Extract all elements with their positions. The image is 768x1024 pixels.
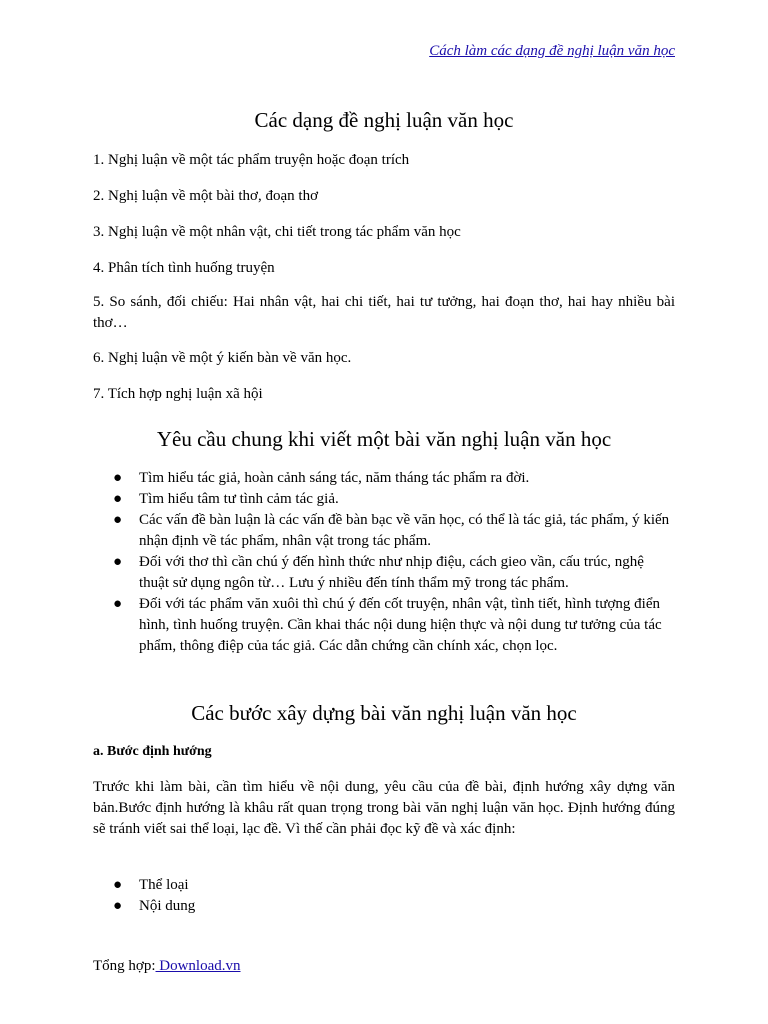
footer-link[interactable]: Download.vn bbox=[155, 958, 241, 974]
list-item: ● Tìm hiểu tác giả, hoàn cảnh sáng tác, năm tháng tác phẩm ra đời. bbox=[93, 468, 675, 489]
list-item-type-4: 4. Phân tích tình huống truyện bbox=[93, 260, 275, 276]
footer bbox=[93, 958, 241, 975]
bullet-icon: ● bbox=[113, 898, 123, 914]
list-item-type-5: 5. So sánh, đối chiếu: Hai nhân vật, hai chi tiết, hai tư tưởng, hai đoạn thơ, hai hay nhiều bài thơ… bbox=[93, 294, 675, 331]
list-item-type-7: 7. Tích hợp nghị luận xã hội bbox=[93, 386, 263, 402]
subheading-orientation: a. Bước định hướng bbox=[93, 744, 212, 759]
list-item: ● Đối với tác phẩm văn xuôi thì chú ý đến cốt truyện, nhân vật, tình tiết, hình tượng điển hình, tình huống truyện. Cần khai thác nội dung hiện thực và nội dung tư tưởng của tác phẩm, thông điệp của tác giả. Các dẫn chứng cần chính xác, chọn lọc. bbox=[113, 596, 662, 654]
bullet-icon: ● bbox=[113, 491, 123, 507]
bullet-icon: ● bbox=[113, 554, 123, 570]
bullet-icon: ● bbox=[113, 512, 123, 528]
paragraph-orientation: Trước khi làm bài, cần tìm hiểu về nội dung, yêu cầu của đề bài, định hướng xây dựng văn bản.Bước định hướng là khâu rất quan trọng trong bài văn nghị luận văn học. Định hướng đúng sẽ tránh viết sai thể loại, lạc đề. Vì thế cần phải đọc kỹ đề và xác định: bbox=[93, 779, 675, 837]
list-item: ● Các vấn đề bàn luận là các vấn đề bàn bạc về văn học, có thể là tác giả, tác phẩm, ý kiến nhận định về tác phẩm, nhân vật trong tác phẩm. bbox=[113, 512, 670, 549]
bullet-icon: ● bbox=[113, 596, 123, 612]
list-item-type-6: 6. Nghị luận về một ý kiến bàn về văn học. bbox=[93, 350, 352, 366]
header-link[interactable]: Cách làm các dạng đề nghị luận văn học bbox=[429, 43, 675, 59]
list-item: ● Tìm hiểu tâm tư tình cảm tác giả. bbox=[93, 489, 675, 510]
bullet-icon: ● bbox=[113, 877, 123, 893]
list-item-type-1: 1. Nghị luận về một tác phẩm truyện hoặc đoạn trích bbox=[93, 152, 410, 168]
requirements-list bbox=[93, 468, 675, 657]
orientation-list bbox=[93, 875, 675, 917]
list-item: ● Đối với thơ thì cần chú ý đến hình thức như nhịp điệu, cách gieo vần, cấu trúc, nghệ thuật sử dụng ngôn từ… Lưu ý nhiều đến tính thẩm mỹ trong tác phẩm. bbox=[113, 554, 644, 591]
section-title-steps: Các bước xây dựng bài văn nghị luận văn học bbox=[191, 701, 577, 725]
list-item-type-3: 3. Nghị luận về một nhân vật, chi tiết trong tác phẩm văn học bbox=[93, 224, 461, 240]
section-title-requirements: Yêu cầu chung khi viết một bài văn nghị luận văn học bbox=[156, 427, 612, 451]
section-title-types: Các dạng đề nghị luận văn học bbox=[254, 108, 514, 132]
bullet-icon: ● bbox=[113, 470, 123, 486]
list-item: ● Nội dung bbox=[93, 896, 675, 917]
footer-label: Tổng hợp: bbox=[93, 958, 156, 974]
list-item: ● Thể loại bbox=[93, 875, 675, 896]
list-item-type-2: 2. Nghị luận về một bài thơ, đoạn thơ bbox=[93, 188, 318, 204]
